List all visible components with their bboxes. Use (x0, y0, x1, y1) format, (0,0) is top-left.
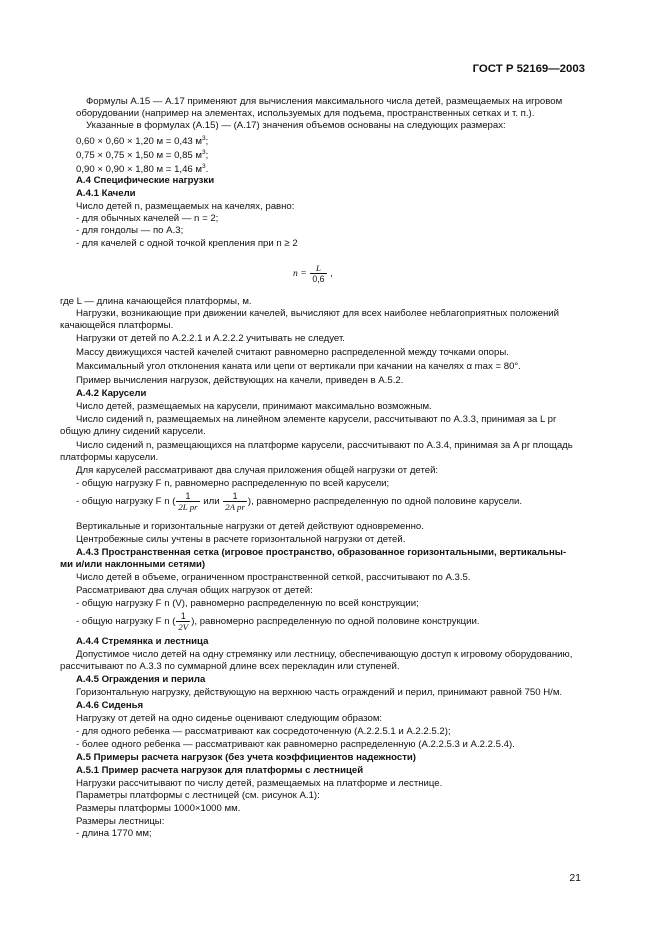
paragraph-line: Нагрузки, возникающие при движении качелей, вычисляют для всех наиболее неблагоприятных положений (76, 308, 560, 319)
paragraph-line: Число детей в объеме, ограниченном пространственной сеткой, рассчитывают по А.3.5. (76, 572, 471, 583)
subsection-heading: ми и/или наклонными сетями) (60, 559, 206, 570)
paragraph-line: Число детей, размещаемых на карусели, принимают максимально возможным. (76, 401, 432, 412)
list-item: - общую нагрузку F n, равномерно распределенную по всей карусели; (76, 478, 390, 489)
section-heading: А.5 Примеры расчета нагрузок (без учета коэффициентов надежности) (76, 752, 416, 763)
paragraph-line: Горизонтальную нагрузку, действующую на верхнюю часть ограждений и перил, принимают равной 750 Н/м. (76, 687, 563, 698)
subsection-heading: А.4.2 Карусели (76, 388, 147, 399)
paragraph-line: платформы карусели. (60, 452, 159, 463)
paragraph-line: Параметры платформы с лестницей (см. рисунок А.1): (76, 790, 320, 801)
list-item: - для качелей с одной точкой крепления при n ≥ 2 (76, 238, 298, 249)
paragraph-line: общую длину сидений карусели. (60, 426, 206, 437)
paragraph-line: рассчитывают по А.3.3 по суммарной длине всех перекладин или ступеней. (60, 661, 400, 672)
paragraph-line: Нагрузки от детей по А.2.2.1 и А.2.2.2 учитывать не следует. (76, 333, 345, 344)
list-item: - для обычных качелей — n = 2; (76, 213, 219, 224)
list-item: - длина 1770 мм; (76, 828, 152, 839)
list-item: - общую нагрузку F n (V), равномерно распределенную по всей конструкции; (76, 598, 419, 609)
paragraph-line: Для каруселей рассматривают два случая приложения общей нагрузки от детей: (76, 465, 439, 476)
paragraph-line: Нагрузку от детей на одно сиденье оценивают следующим образом: (76, 713, 383, 724)
paragraph-line: Рассматривают два случая общих нагрузок от детей: (76, 585, 313, 596)
dimension-line: 0,75 × 0,75 × 1,50 м = 0,85 $м^3$; (76, 149, 209, 162)
paragraph-line: Указанные в формулах (А.15) — (А.17) значения объемов основаны на следующих размерах: (86, 120, 506, 131)
paragraph-line: Число сидений n, размещающихся на платформе карусели, рассчитывают по А.3.4, принимая за A pr площадь (76, 440, 573, 451)
list-item-formula: - общую нагрузку F n ( $\frac{1}{\text{2L pr}}$ или $\frac{1}{\text{2A pr}}$ ), равномерно распределенную по одной половине карусели. (76, 491, 523, 512)
paragraph-line: Массу движущихся частей качелей считают равномерно распределенной между точками опоры. (76, 347, 509, 358)
paragraph-line: Пример вычисления нагрузок, действующих на качели, приведен в А.5.2. (76, 375, 404, 386)
paragraph-line: Формулы А.15 — А.17 применяют для вычисления максимального числа детей, размещаемых на игровом (86, 96, 563, 107)
subsection-heading: А.4.4 Стремянка и лестница (76, 636, 209, 647)
list-item-formula: - общую нагрузку F n ( $\frac{1}{2V}$ ), равномерно распределенную по одной половине конструкции. (76, 611, 480, 632)
paragraph-line: Размеры лестницы: (76, 816, 165, 827)
paragraph-line: оборудовании (например на элементах, используемых для подъема, пространственных сетках и т. п.). (76, 108, 535, 119)
list-item: - более одного ребенка — рассматривают как равномерно распределенную (А.2.2.5.3 и А.2.2.5.4). (76, 739, 515, 750)
page-header: ГОСТ Р 52169—2003 (472, 63, 585, 75)
paragraph-line: Число детей n, размещаемых на качелях, равно: (76, 201, 295, 212)
paragraph-line: Допустимое число детей на одну стремянку или лестницу, обеспечивающую доступ к игровому оборудованию, (76, 649, 573, 660)
paragraph-line: Максимальный угол отклонения каната или цепи от вертикали при качании на качелях α max = 80°. (76, 361, 521, 372)
subsection-heading: А.4.5 Ограждения и перила (76, 674, 206, 685)
paragraph-line: Нагрузки рассчитывают по числу детей, размещаемых на платформе и лестнице. (76, 778, 443, 789)
paragraph-line: Число сидений n, размещаемых на линейном элементе карусели, рассчитывают по А.3.3, принимая за L pr (76, 414, 557, 425)
formula: n = $\frac{L}{0,6}$ , (293, 263, 333, 284)
paragraph-line: Вертикальные и горизонтальные нагрузки от детей действуют одновременно. (76, 521, 424, 532)
section-heading: А.4 Специфические нагрузки (76, 175, 215, 186)
subsection-heading: А.4.6 Сиденья (76, 700, 144, 711)
subsection-heading: А.5.1 Пример расчета нагрузок для платформы с лестницей (76, 765, 364, 776)
page-number: 21 (569, 872, 581, 884)
paragraph-line: Центробежные силы учтены в расчете горизонтальной нагрузки от детей. (76, 534, 406, 545)
subsection-heading: А.4.3 Пространственная сетка (игровое пространство, образованное горизонтальными, вертикальны- (76, 547, 567, 558)
paragraph-line: Размеры платформы 1000×1000 мм. (76, 803, 241, 814)
dimension-line: 0,90 × 0,90 × 1,80 м = 1,46 $м^3$. (76, 163, 209, 176)
subsection-heading: А.4.1 Качели (76, 188, 136, 199)
dimension-line: 0,60 × 0,60 × 1,20 м = 0,43 $м^3$; (76, 135, 209, 148)
list-item: - для одного ребенка — рассматривают как сосредоточенную (А.2.2.5.1 и А.2.2.5.2); (76, 726, 451, 737)
paragraph-line: где L — длина качающейся платформы, м. (60, 296, 252, 307)
list-item: - для гондолы — по А.3; (76, 225, 184, 236)
paragraph-line: качающейся платформы. (60, 320, 174, 331)
